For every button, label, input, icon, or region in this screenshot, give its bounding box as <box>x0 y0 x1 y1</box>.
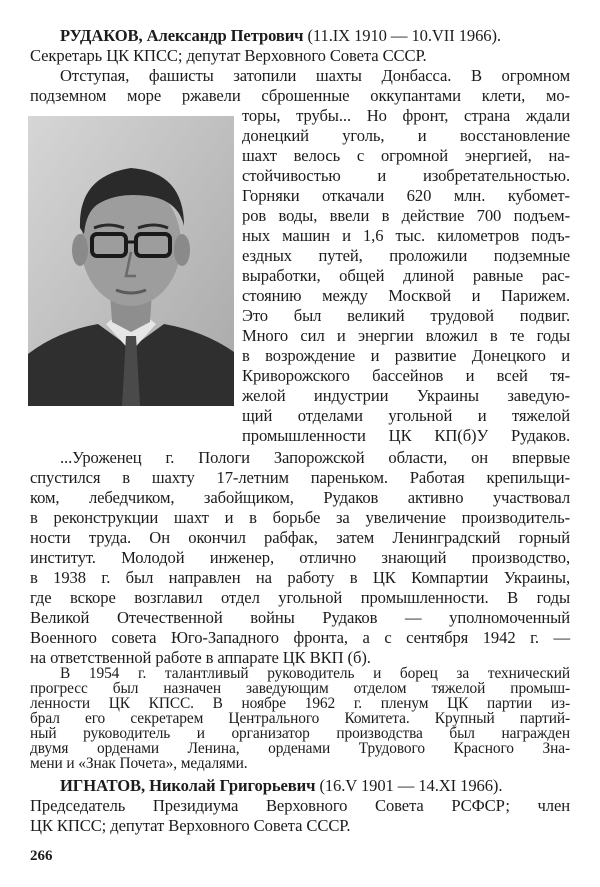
entry-dates: (11.IX 1910 — 10.VII 1966). <box>303 26 501 45</box>
entry-name: ИГНАТОВ, Николай Григорьевич <box>60 776 316 795</box>
text-line: Великой Отечественной войны Рудаков — уполномоченный <box>30 608 570 627</box>
entry-role: Председатель Президиума Верховного Совета РСФСР; член <box>30 796 570 815</box>
entry-heading-rudakov <box>60 26 501 46</box>
text-line: институт. Молодой инженер, отлично знающий производство, <box>30 548 570 567</box>
text-line: Отступая, фашисты затопили шахты Донбасса. В огромном <box>60 66 570 85</box>
text-line: прогресс был назначен заведующим отделом тяжелой промыш- <box>30 680 570 697</box>
text-line: в реконструкции шахт и в борьбе за увеличение производитель- <box>30 508 570 527</box>
text-line: донецкий уголь, и восстановление <box>242 126 570 145</box>
text-line: в возрождение и развитие Донецкого и <box>242 346 570 365</box>
text-line: спустился в шахту 17-летним пареньком. Работая крепильщи- <box>30 468 570 487</box>
entry-role: ЦК КПСС; депутат Верховного Совета СССР. <box>30 816 351 835</box>
text-line: Это был великий трудовой подвиг. <box>242 306 570 325</box>
text-line: Криворожского бассейнов и всей тя- <box>242 366 570 385</box>
portrait-photo <box>28 116 234 406</box>
text-line: Горняки откачали 620 млн. кубомет- <box>242 186 570 205</box>
text-line: в 1938 г. был направлен на работу в ЦК Компартии Украины, <box>30 568 570 587</box>
text-line: ком, лебедчиком, забойщиком, Рудаков активно участвовал <box>30 488 570 507</box>
text-line: выработки, общей длиной равные рас- <box>242 266 570 285</box>
portrait-icon <box>28 116 234 406</box>
entry-role: Секретарь ЦК КПСС; депутат Верховного Совета СССР. <box>30 46 427 65</box>
text-line: ных машин и 1,6 тыс. километров подъ- <box>242 226 570 245</box>
text-line: Много сил и энергии вложил в те годы <box>242 326 570 345</box>
text-line: стойчивостью и изобретательностью. <box>242 166 570 185</box>
text-line: щий отделами угольной и тяжелой <box>242 406 570 425</box>
text-line: брал его секретарем Центрального Комитета. Крупный партий- <box>30 710 570 727</box>
text-line: ности труда. Он окончил рабфак, затем Ленинградский горный <box>30 528 570 547</box>
text-line: торы, трубы... Но фронт, страна ждали <box>242 106 570 125</box>
text-line: шахт велось с огромной энергией, на- <box>242 146 570 165</box>
entry-name: РУДАКОВ, Александр Петрович <box>60 26 304 45</box>
text-line: где вскоре возглавил отдел угольной промышленности. В годы <box>30 588 570 607</box>
text-line: Военного совета Юго-Западного фронта, а с сентября 1942 г. — <box>30 628 570 647</box>
text-line: ный руководитель и организатор производства был награжден <box>30 725 570 742</box>
text-line: ленности ЦК КПСС. В ноябре 1962 г. пленум ЦК партии из- <box>30 695 570 712</box>
text-line: стоянию между Москвой и Парижем. <box>242 286 570 305</box>
text-line: подземном море ржавели сброшенные оккупантами клети, мо- <box>30 86 570 105</box>
page-number: 266 <box>30 848 53 864</box>
text-line: ездных путей, проложили подземные <box>242 246 570 265</box>
text-line: ров воды, ввели в действие 700 подъем- <box>242 206 570 225</box>
text-line: В 1954 г. талантливый руководитель и борец за технический <box>60 665 570 682</box>
text-line: желой индустрии Украины заведую- <box>242 386 570 405</box>
entry-dates: (16.V 1901 — 14.XI 1966). <box>315 776 503 795</box>
entry-heading-ignatov <box>60 776 502 796</box>
text-line: промышленности ЦК КП(б)У Рудаков. <box>242 426 570 445</box>
text-line: двумя орденами Ленина, орденами Трудового Красного Зна- <box>30 740 570 757</box>
text-line: ...Уроженец г. Пологи Запорожской области, он впервые <box>60 448 570 467</box>
text-line: на ответственной работе в аппарате ЦК ВКП (б). <box>30 648 371 667</box>
text-line: мени и «Знак Почета», медалями. <box>30 755 248 772</box>
